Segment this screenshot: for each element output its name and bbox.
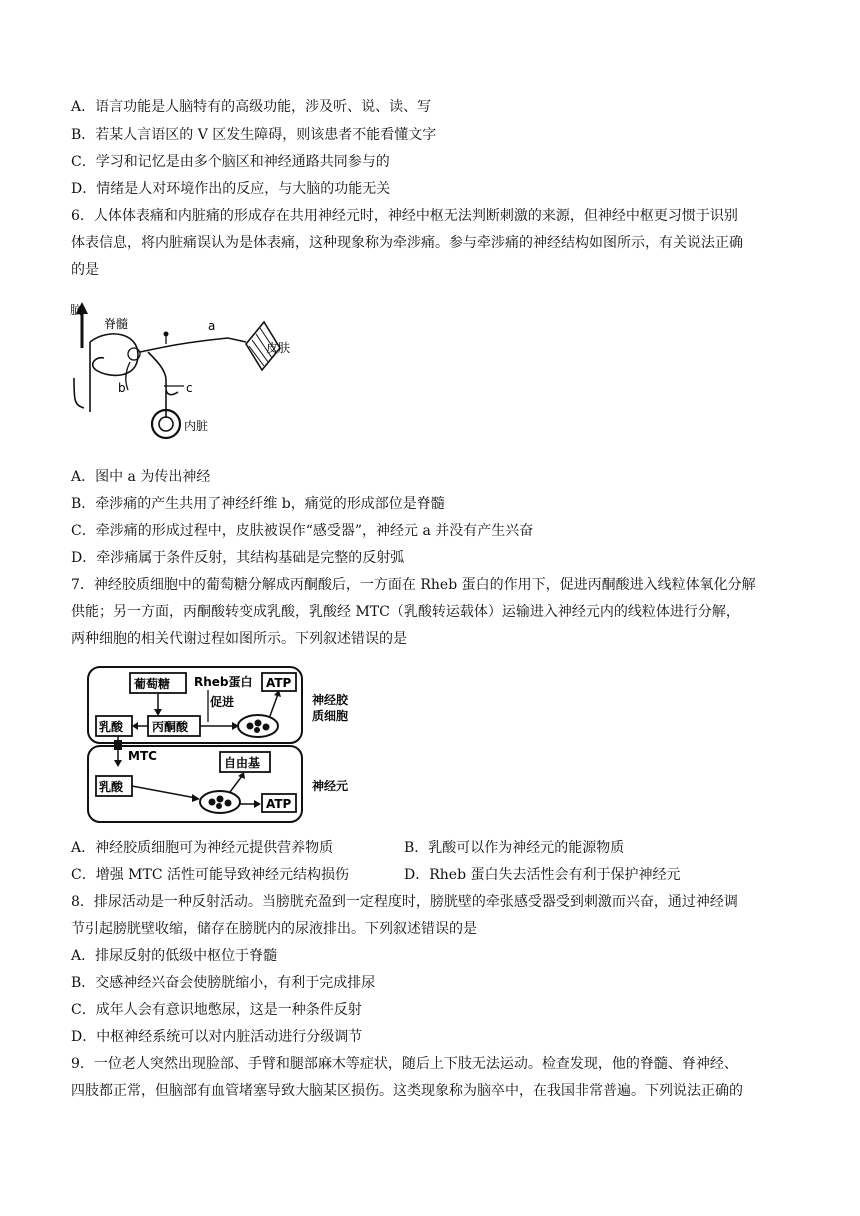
q6-option-b: B．牵涉痛的产生共用了神经纤维 b，痛觉的形成部位是脊髓 bbox=[71, 496, 445, 512]
q5-option-c: C．学习和记忆是由多个脑区和神经通路共同参与的 bbox=[71, 154, 390, 170]
nerve-b-label: b bbox=[118, 381, 126, 395]
atp-top-label: ATP bbox=[266, 676, 292, 690]
q7-option-d: D．Rheb 蛋白失去活性会有利于保护神经元 bbox=[404, 867, 681, 883]
q6-option-d: D．牵涉痛属于条件反射，其结构基础是完整的反射弧 bbox=[71, 550, 405, 566]
nerve-c-label: c bbox=[186, 381, 193, 395]
viscera-label: 内脏 bbox=[184, 419, 209, 433]
q7-option-c: C．增强 MTC 活性可能导致神经元结构损伤 bbox=[71, 867, 349, 883]
referred-pain-diagram bbox=[68, 300, 308, 450]
lactate-bottom-label: 乳酸 bbox=[99, 780, 124, 794]
glial-label-1: 神经胶 bbox=[312, 693, 349, 707]
q6-stem-line3: 的是 bbox=[71, 262, 99, 278]
q8-option-a: A．排尿反射的低级中枢位于脊髓 bbox=[71, 948, 278, 964]
q7-option-b: B．乳酸可以作为神经元的能源物质 bbox=[404, 840, 625, 856]
q5-option-a: A．语言功能是人脑特有的高级功能，涉及听、说、读、写 bbox=[71, 99, 432, 115]
q9-stem-line2: 四肢都正常，但脑部有血管堵塞导致大脑某区损伤。这类现象称为脑卒中，在我国非常普遍。下列说法正确的 bbox=[71, 1083, 743, 1099]
skin-label: 皮肤 bbox=[266, 341, 291, 355]
mtc-label: MTC bbox=[128, 749, 157, 763]
q7-option-a: A．神经胶质细胞可为神经元提供营养物质 bbox=[71, 840, 334, 856]
q8-stem-line2: 节引起膀胱壁收缩，储存在膀胱内的尿液排出。下列叙述错误的是 bbox=[71, 921, 477, 937]
glial-label-2: 质细胞 bbox=[312, 709, 349, 723]
q9-stem-line1: 9．一位老人突然出现脸部、手臂和腿部麻木等症状，随后上下肢无法运动。检查发现，他的脊髓、脊神经、 bbox=[71, 1056, 738, 1072]
brain-label: 脑 bbox=[70, 303, 83, 317]
free-radical-label: 自由基 bbox=[224, 756, 261, 770]
q7-stem-line1: 7．神经胶质细胞中的葡萄糖分解成丙酮酸后，一方面在 Rheb 蛋白的作用下，促进丙酮酸进入线粒体氧化分解 bbox=[71, 577, 756, 593]
promote-label: 促进 bbox=[210, 695, 235, 709]
neuron-label: 神经元 bbox=[312, 779, 349, 793]
q5-option-d: D．情绪是人对环境作出的反应，与大脑的功能无关 bbox=[71, 181, 391, 197]
q6-option-c: C．牵涉痛的形成过程中，皮肤被误作“感受器”，神经元 a 并没有产生兴奋 bbox=[71, 523, 534, 539]
q7-stem-line3: 两种细胞的相关代谢过程如图所示。下列叙述错误的是 bbox=[71, 631, 407, 647]
q8-option-d: D．中枢神经系统可以对内脏活动进行分级调节 bbox=[71, 1029, 363, 1045]
q6-option-a: A．图中 a 为传出神经 bbox=[71, 469, 211, 485]
glucose-label: 葡萄糖 bbox=[134, 677, 171, 691]
q5-option-b: B．若某人言语区的 V 区发生障碍，则该患者不能看懂文字 bbox=[71, 127, 437, 143]
atp-bottom-label: ATP bbox=[266, 797, 292, 811]
q6-stem-line2: 体表信息，将内脏痛误认为是体表痛，这种现象称为牵涉痛。参与牵涉痛的神经结构如图所示，有关说法正确 bbox=[71, 235, 743, 251]
rheb-label: Rheb蛋白 bbox=[194, 675, 253, 689]
q6-stem-line1: 6．人体体表痛和内脏痛的形成存在共用神经元时，神经中枢无法判断刺激的来源，但神经中枢更习惯于识别 bbox=[71, 208, 738, 224]
q8-option-c: C．成年人会有意识地憋尿，这是一种条件反射 bbox=[71, 1002, 362, 1018]
metabolism-diagram bbox=[84, 664, 374, 826]
spinal-cord-label: 脊髓 bbox=[104, 317, 129, 331]
q8-option-b: B．交感神经兴奋会使膀胱缩小，有利于完成排尿 bbox=[71, 975, 376, 991]
pyruvate-label: 丙酮酸 bbox=[152, 720, 189, 734]
lactate-top-label: 乳酸 bbox=[99, 720, 124, 734]
q8-stem-line1: 8．排尿活动是一种反射活动。当膀胱充盈到一定程度时，膀胱壁的牵张感受器受到刺激而兴奋，通过神经调 bbox=[71, 894, 738, 910]
nerve-a-label: a bbox=[208, 319, 216, 333]
q7-stem-line2: 供能；另一方面，丙酮酸转变成乳酸，乳酸经 MTC（乳酸转运载体）运输进入神经元内的线粒体进行分解， bbox=[71, 604, 740, 620]
